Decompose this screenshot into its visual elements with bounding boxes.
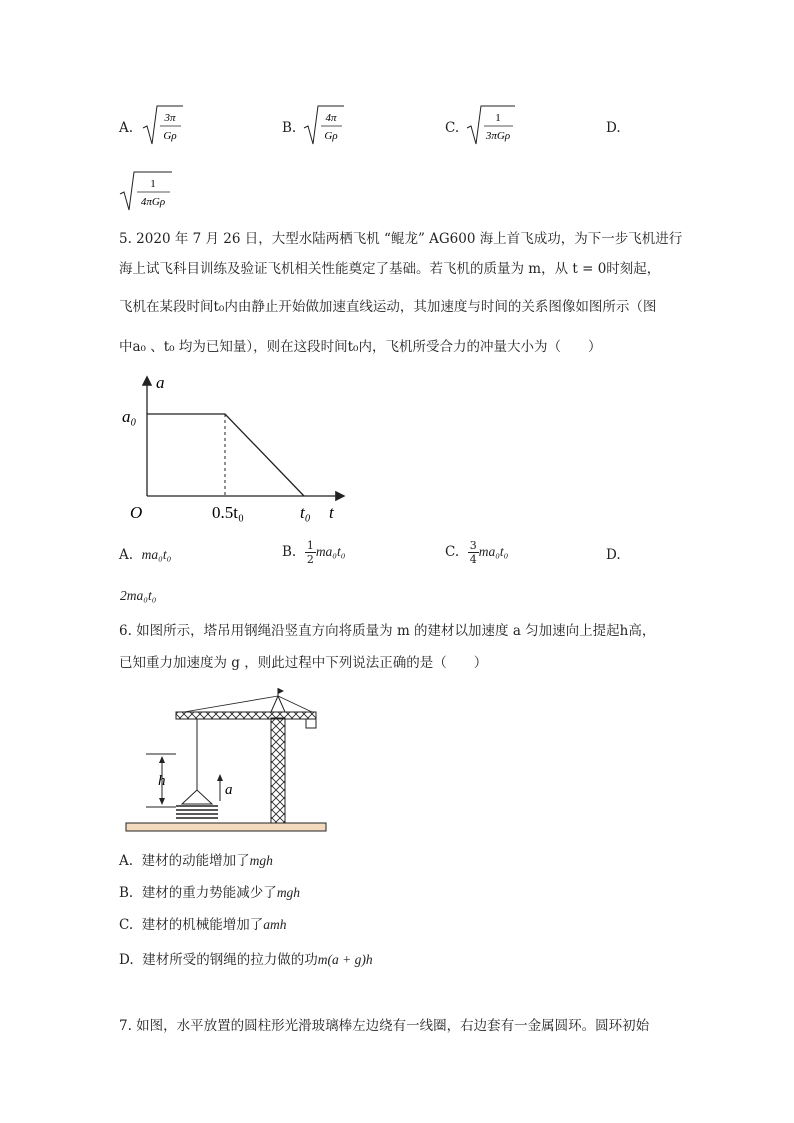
q5-option-d: D.	[606, 547, 621, 563]
y-axis-label: a	[156, 373, 165, 392]
q5-line-1: 5. 2020 年 7 月 26 日，大型水陆两栖飞机 “鲲龙” AG600 海上首飞成功，为下一步飞机进行	[119, 231, 683, 247]
q7-line-1: 7. 如图，水平放置的圆柱形光滑玻璃棒左边绕有一线圈，右边套有一金属圆环。圆环初始	[119, 1018, 650, 1034]
q5-line-2: 海上试飞科目训练及验证飞机相关性能奠定了基础。若飞机的质量为 m，从 t = 0时刻起，	[119, 261, 661, 277]
q6-option-b: B. 建材的重力势能减少了mgh	[119, 885, 301, 901]
q4-option-d-sqrt	[118, 170, 174, 212]
q4-b-num: 4π	[325, 112, 337, 124]
half-t0-label: 0.5t₀	[212, 503, 244, 522]
tower	[271, 718, 285, 823]
q4-option-a-sqrt	[141, 104, 185, 146]
q6-line-2: 已知重力加速度为 g ，则此过程中下列说法正确的是（ ）	[119, 655, 488, 671]
q6-option-d: D. 建材所受的钢绳的拉力做的功m(a + g)h	[119, 952, 373, 968]
x-axis-label: t	[329, 503, 334, 522]
q5-option-b: B. $\frac{1}{2}$ ma₀t₀	[282, 539, 346, 566]
q5-line-3: 飞机在某段时间t₀内由静止开始做加速直线运动，其加速度与时间的关系图像如图所示（图	[119, 299, 657, 315]
jib	[176, 712, 316, 719]
q4-option-b-sqrt	[302, 104, 346, 146]
q4-option-b: B.	[282, 120, 297, 136]
q4-option-a: A.	[119, 120, 134, 136]
a0-label: a₀	[122, 407, 137, 426]
accel-label: a	[225, 782, 233, 798]
q4-a-den: Gρ	[163, 130, 177, 142]
q6-option-a: A. 建材的动能增加了mgh	[119, 853, 273, 869]
q5-line-4: 中a₀ 、t₀ 均为已知量），则在这段时间t₀内，飞机所受合力的冲量大小为（ ）	[119, 339, 602, 355]
q4-c-num: 1	[495, 112, 501, 124]
q6-option-c: C. 建材的机械能增加了amh	[119, 917, 287, 933]
q4-b-den: Gρ	[324, 130, 338, 142]
q6-tower-crane-figure	[124, 686, 329, 834]
origin-label: O	[130, 503, 143, 522]
q4-d-num: 1	[150, 178, 156, 190]
ground	[126, 823, 326, 831]
q5-acceleration-time-graph	[118, 372, 358, 530]
t0-label: t₀	[300, 503, 311, 522]
q5-option-a: A. ma₀t₀	[119, 547, 172, 563]
q6-line-1: 6. 如图所示，塔吊用钢绳沿竖直方向将质量为 m 的建材以加速度 a 匀加速向上提起h高，	[119, 623, 656, 639]
q4-a-num: 3π	[164, 112, 176, 124]
q5-option-c: C. $\frac{3}{4}$ ma₀t₀	[445, 539, 509, 566]
q5-option-d-text: 2ma₀t₀	[120, 588, 157, 603]
q4-d-den: 4πGρ	[140, 196, 166, 208]
q4-c-den: 3πGρ	[485, 130, 511, 142]
q4-option-d: D.	[606, 120, 621, 136]
q4-option-c-sqrt	[465, 104, 517, 146]
q4-option-c: C.	[445, 120, 460, 136]
height-label: h	[158, 773, 166, 789]
